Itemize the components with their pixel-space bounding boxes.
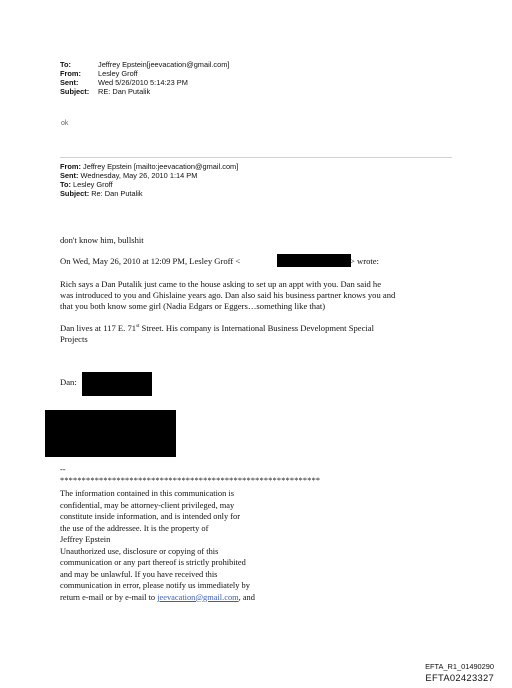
- disclaimer-line: constitute inside information, and is intended only for: [60, 512, 241, 521]
- bates-number-2: EFTA02423327: [425, 672, 494, 683]
- subject-value: RE: Dan Putalik: [98, 87, 151, 96]
- quoted-sent-value: Wednesday, May 26, 2010 1:14 PM: [80, 171, 198, 180]
- header-from-row: [60, 69, 138, 78]
- reply-text: ok: [61, 120, 69, 127]
- dan-label: Dan:: [60, 377, 77, 387]
- quoted-sent-row: [60, 171, 197, 180]
- on-wrote-suffix: > wrote:: [350, 256, 379, 266]
- quoted-from-label: From:: [60, 162, 81, 171]
- disclaimer-dash: --: [60, 465, 66, 474]
- disclaimer-last-prefix: return e-mail or by e-mail to: [60, 592, 158, 602]
- disclaimer-line: the use of the addressee. It is the property of: [60, 523, 209, 533]
- disclaimer-last-line: [60, 592, 255, 604]
- from-label: From:: [60, 69, 81, 78]
- message-line1: don't know him, bullshit: [60, 235, 144, 245]
- disclaimer-line: Unauthorized use, disclosure or copying of this: [60, 546, 219, 556]
- quoted-to-label: To:: [60, 180, 71, 189]
- disclaimer-stars: ************************************************************: [60, 476, 321, 485]
- from-value: Lesley Groff: [98, 69, 138, 78]
- to-value: Jeffrey Epstein[jeevacation@gmail.com]: [98, 60, 230, 69]
- disclaimer-line: Jeffrey Epstein: [60, 535, 111, 544]
- quoted-to-value: Lesley Groff: [73, 180, 113, 189]
- header-to-row: [60, 60, 229, 69]
- disclaimer-line: and may be unlawful. If you have received this: [60, 569, 218, 579]
- para1-line2: was introduced to you and Ghislaine years ago. Dan also said his business partner knows you and: [60, 290, 396, 300]
- on-wrote-prefix: On Wed, May 26, 2010 at 12:09 PM, Lesley Groff <: [60, 256, 241, 266]
- disclaimer-line: communication in error, please notify us immediately by: [60, 581, 250, 590]
- disclaimer-line: communication or any part thereof is strictly prohibited: [60, 558, 246, 567]
- para2-suffix: Street. His company is International Business Development Special: [139, 323, 375, 333]
- quoted-from-row: [60, 162, 238, 171]
- quoted-subject-row: [60, 189, 143, 198]
- sent-value: Wed 5/26/2010 5:14:23 PM: [98, 78, 188, 87]
- quoted-subject-value: Re: Dan Putalik: [91, 189, 143, 198]
- para1-line3: that you both know some girl (Nadia Edgars or Eggers…something like that): [60, 301, 326, 311]
- para1-line1: Rich says a Dan Putalik just came to the house asking to set up an appt with you. Dan said he: [60, 279, 382, 289]
- quoted-sent-label: Sent:: [60, 171, 79, 180]
- para2-sup: st: [136, 324, 140, 330]
- header-sent-row: [60, 78, 188, 87]
- subject-label: Subject:: [60, 87, 90, 96]
- disclaimer-last-suffix: , and: [238, 592, 255, 602]
- email-link[interactable]: jeevacation@gmail.com: [157, 592, 239, 602]
- quoted-to-row: [60, 180, 113, 189]
- para2-line2: Projects: [60, 334, 88, 344]
- redaction-dan: [82, 372, 152, 396]
- quoted-subject-label: Subject:: [60, 189, 90, 198]
- header-subject-row: [60, 87, 150, 96]
- quoted-divider: [60, 157, 452, 158]
- para2-line1: [60, 323, 374, 335]
- disclaimer-line: The information contained in this communication is: [60, 489, 234, 498]
- quoted-from-value: Jeffrey Epstein [mailto:jeevacation@gmail.com]: [83, 162, 239, 171]
- sent-label: Sent:: [60, 78, 79, 87]
- redaction-block: [45, 410, 176, 457]
- redaction-email: [277, 254, 351, 267]
- bates-number-1: EFTA_R1_01490290: [425, 662, 494, 671]
- to-label: To:: [60, 60, 71, 69]
- disclaimer-line: confidential, may be attorney-client privileged, may: [60, 500, 235, 510]
- para2-prefix: Dan lives at 117 E. 71: [60, 323, 137, 333]
